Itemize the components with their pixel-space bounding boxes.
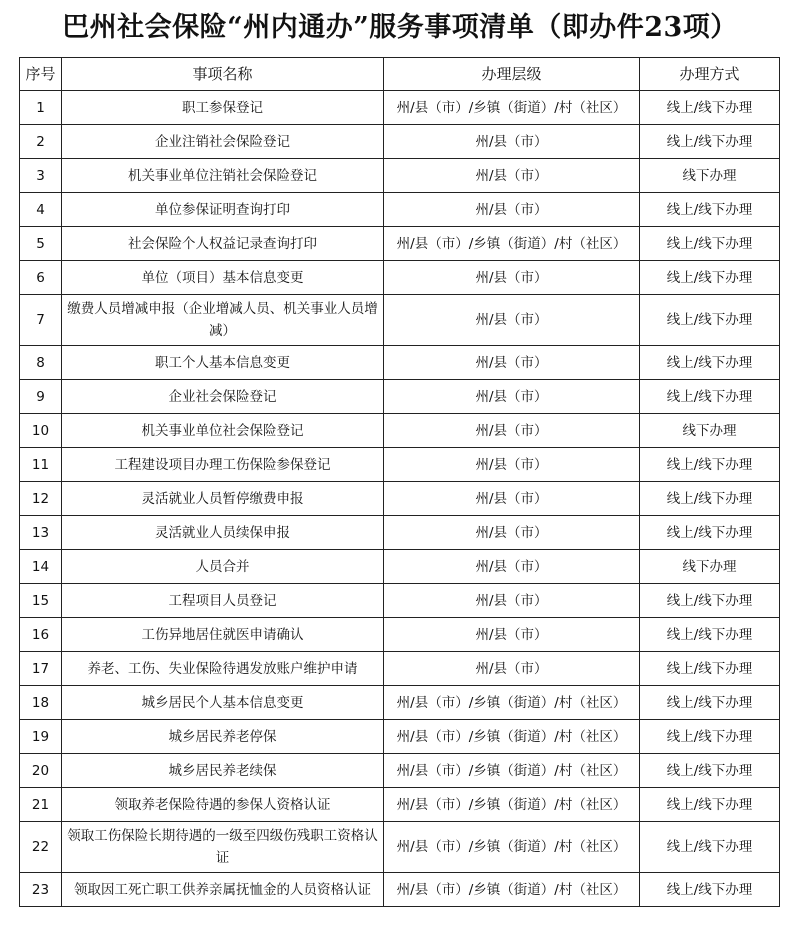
row-seq: 10 [20,414,62,448]
row-level: 州/县（市）/乡镇（街道）/村（社区） [384,822,640,873]
table-row [20,295,780,346]
table-row [20,788,780,822]
table-row [20,482,780,516]
row-seq: 3 [20,159,62,193]
row-method: 线上/线下办理 [640,346,780,380]
header-level: 办理层级 [384,58,640,91]
row-seq: 18 [20,686,62,720]
row-method: 线上/线下办理 [640,788,780,822]
row-method: 线上/线下办理 [640,125,780,159]
table-row [20,873,780,907]
table-row [20,652,780,686]
row-seq: 19 [20,720,62,754]
row-item-name: 单位参保证明查询打印 [62,193,384,227]
row-method: 线上/线下办理 [640,482,780,516]
row-item-name: 养老、工伤、失业保险待遇发放账户维护申请 [62,652,384,686]
row-item-name: 工伤异地居住就医申请确认 [62,618,384,652]
row-item-name: 职工个人基本信息变更 [62,346,384,380]
row-seq: 8 [20,346,62,380]
row-item-name: 社会保险个人权益记录查询打印 [62,227,384,261]
header-method: 办理方式 [640,58,780,91]
row-level: 州/县（市） [384,516,640,550]
table-row [20,346,780,380]
row-method: 线下办理 [640,414,780,448]
row-level: 州/县（市）/乡镇（街道）/村（社区） [384,91,640,125]
row-seq: 6 [20,261,62,295]
table-row [20,227,780,261]
row-item-name: 机关事业单位注销社会保险登记 [62,159,384,193]
row-method: 线上/线下办理 [640,193,780,227]
row-method: 线上/线下办理 [640,448,780,482]
row-seq: 2 [20,125,62,159]
row-seq: 9 [20,380,62,414]
row-seq: 15 [20,584,62,618]
row-item-name: 城乡居民个人基本信息变更 [62,686,384,720]
row-item-name: 企业社会保险登记 [62,380,384,414]
row-level: 州/县（市） [384,652,640,686]
table-row [20,125,780,159]
row-item-name: 工程建设项目办理工伤保险参保登记 [62,448,384,482]
header-seq: 序号 [20,58,62,91]
table-row [20,516,780,550]
row-level: 州/县（市）/乡镇（街道）/村（社区） [384,686,640,720]
row-seq: 11 [20,448,62,482]
table-row [20,686,780,720]
row-item-name: 人员合并 [62,550,384,584]
row-level: 州/县（市）/乡镇（街道）/村（社区） [384,720,640,754]
row-item-name: 领取工伤保险长期待遇的一级至四级伤残职工资格认证 [62,822,384,873]
row-seq: 14 [20,550,62,584]
row-method: 线上/线下办理 [640,720,780,754]
header-item-name: 事项名称 [62,58,384,91]
row-method: 线上/线下办理 [640,686,780,720]
row-method: 线上/线下办理 [640,584,780,618]
row-level: 州/县（市） [384,346,640,380]
service-items-table [19,57,780,907]
table-row [20,584,780,618]
table-row [20,193,780,227]
row-level: 州/县（市） [384,414,640,448]
row-seq: 13 [20,516,62,550]
row-item-name: 机关事业单位社会保险登记 [62,414,384,448]
row-seq: 20 [20,754,62,788]
table-row [20,448,780,482]
row-level: 州/县（市） [384,193,640,227]
table-row [20,618,780,652]
row-item-name: 灵活就业人员续保申报 [62,516,384,550]
row-item-name: 单位（项目）基本信息变更 [62,261,384,295]
row-method: 线下办理 [640,550,780,584]
row-item-name: 职工参保登记 [62,91,384,125]
row-level: 州/县（市）/乡镇（街道）/村（社区） [384,788,640,822]
table-header-row [20,58,780,91]
row-level: 州/县（市） [384,550,640,584]
row-seq: 1 [20,91,62,125]
row-method: 线下办理 [640,159,780,193]
row-method: 线上/线下办理 [640,516,780,550]
row-method: 线上/线下办理 [640,873,780,907]
row-method: 线上/线下办理 [640,754,780,788]
row-item-name: 领取因工死亡职工供养亲属抚恤金的人员资格认证 [62,873,384,907]
row-method: 线上/线下办理 [640,261,780,295]
table-row [20,720,780,754]
row-level: 州/县（市） [384,482,640,516]
row-method: 线上/线下办理 [640,380,780,414]
row-seq: 17 [20,652,62,686]
row-item-name: 灵活就业人员暂停缴费申报 [62,482,384,516]
row-seq: 21 [20,788,62,822]
row-item-name: 缴费人员增减申报（企业增减人员、机关事业人员增减） [62,295,384,346]
row-level: 州/县（市）/乡镇（街道）/村（社区） [384,227,640,261]
row-seq: 12 [20,482,62,516]
row-level: 州/县（市）/乡镇（街道）/村（社区） [384,873,640,907]
row-level: 州/县（市） [384,261,640,295]
row-level: 州/县（市） [384,618,640,652]
row-method: 线上/线下办理 [640,295,780,346]
row-item-name: 工程项目人员登记 [62,584,384,618]
row-method: 线上/线下办理 [640,618,780,652]
table-row [20,91,780,125]
row-method: 线上/线下办理 [640,227,780,261]
table-row [20,754,780,788]
row-method: 线上/线下办理 [640,652,780,686]
row-level: 州/县（市）/乡镇（街道）/村（社区） [384,754,640,788]
row-seq: 22 [20,822,62,873]
row-item-name: 领取养老保险待遇的参保人资格认证 [62,788,384,822]
table-row [20,380,780,414]
row-seq: 16 [20,618,62,652]
table-row [20,261,780,295]
row-item-name: 城乡居民养老续保 [62,754,384,788]
table-row [20,414,780,448]
table-row [20,822,780,873]
row-method: 线上/线下办理 [640,91,780,125]
row-item-name: 城乡居民养老停保 [62,720,384,754]
table-row [20,159,780,193]
row-level: 州/县（市） [384,584,640,618]
row-seq: 23 [20,873,62,907]
row-seq: 7 [20,295,62,346]
row-level: 州/县（市） [384,159,640,193]
row-seq: 5 [20,227,62,261]
row-item-name: 企业注销社会保险登记 [62,125,384,159]
row-level: 州/县（市） [384,125,640,159]
table-row [20,550,780,584]
row-level: 州/县（市） [384,295,640,346]
row-method: 线上/线下办理 [640,822,780,873]
row-level: 州/县（市） [384,380,640,414]
row-seq: 4 [20,193,62,227]
page-title: 巴州社会保险“州内通办”服务事项清单（即办件23项） [62,12,738,43]
row-level: 州/县（市） [384,448,640,482]
